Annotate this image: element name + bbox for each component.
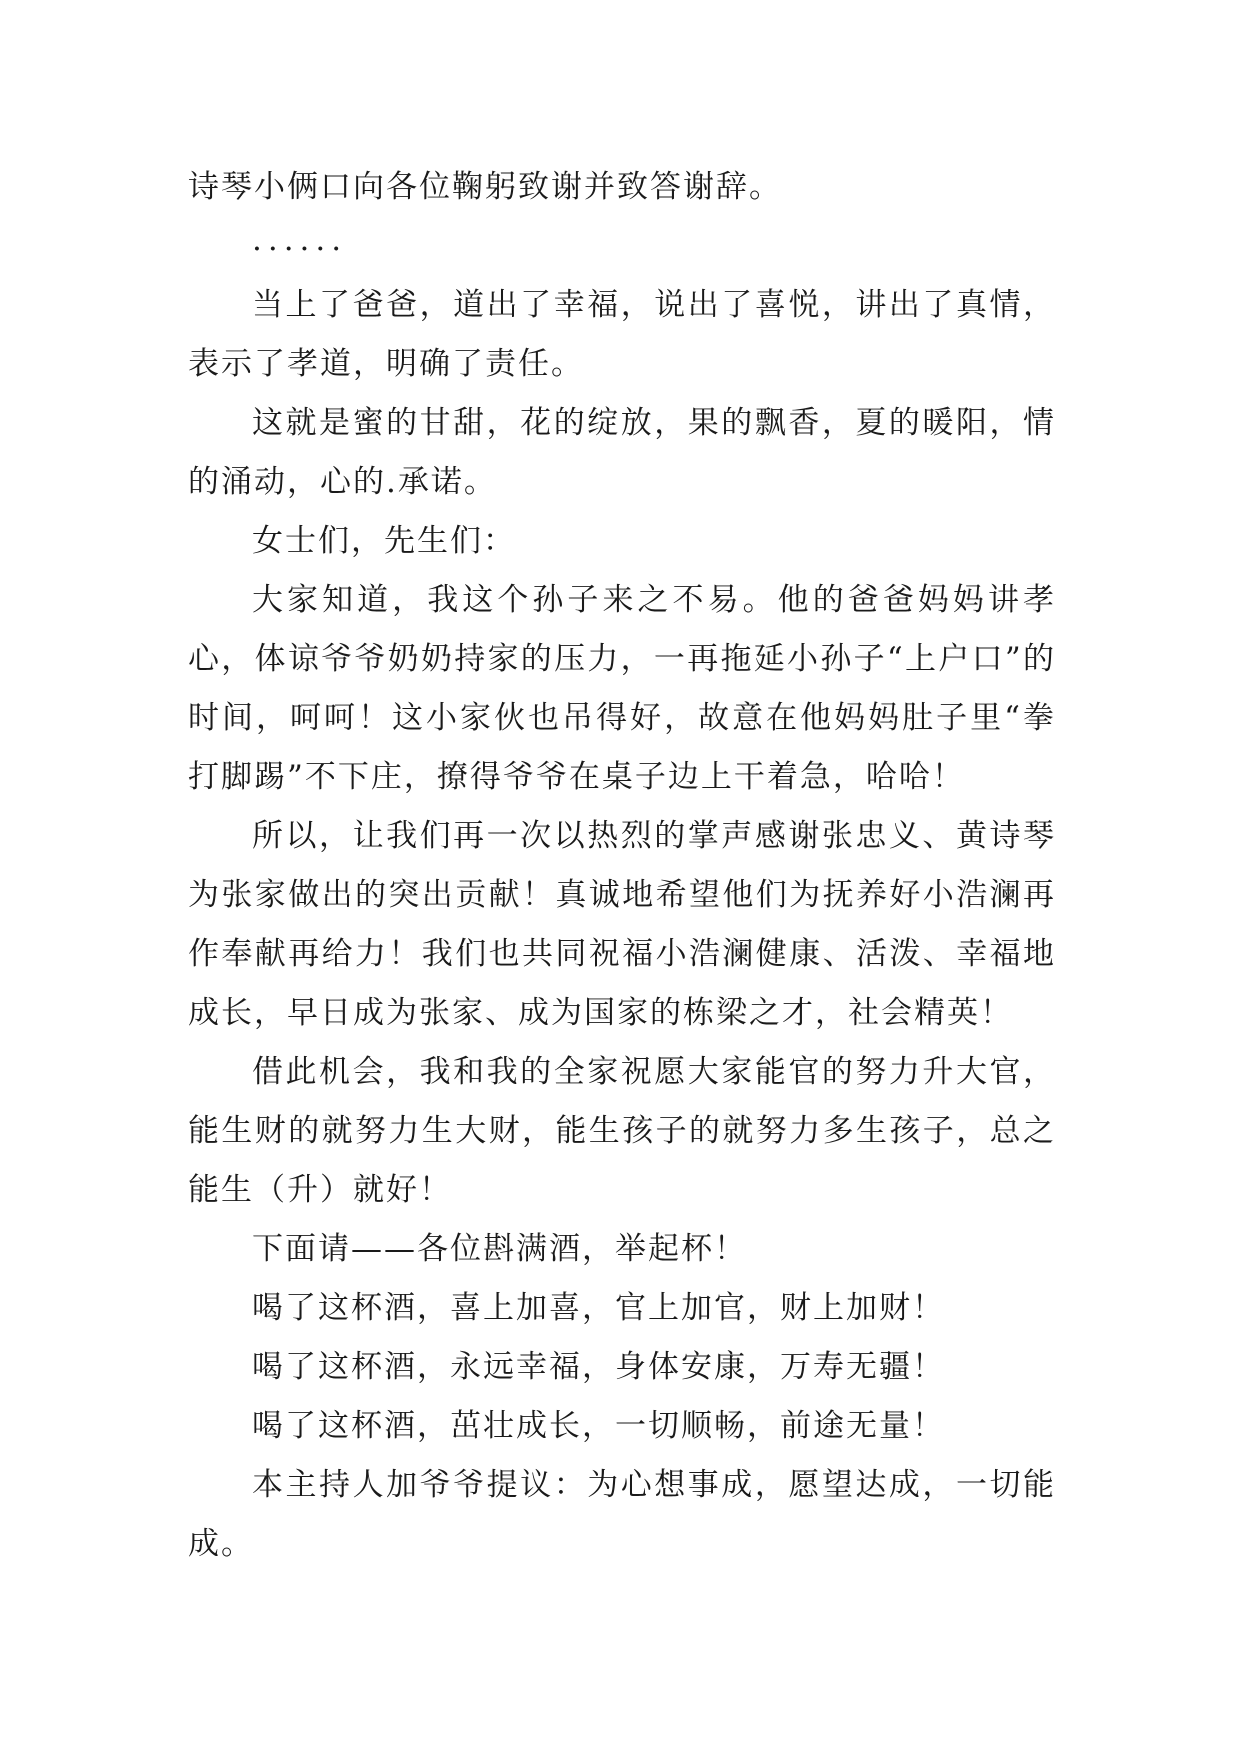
salutation: 女士们，先生们： <box>252 523 516 559</box>
ellipsis-paragraph: ...... <box>252 222 348 258</box>
paragraph: 大家知道，我这个孙子来之不易。他的爸爸妈妈讲孝心，体谅爷爷奶奶持家的压力，一再拖延小孙子“上户口”的时间，呵呵！这小家伙也吊得好，故意在他妈妈肚子里“拳打脚踢”不下庄，撩得爷爷在桌子边上干着急，哈哈！ <box>188 582 1056 795</box>
paragraph: 借此机会，我和我的全家祝愿大家能官的努力升大官，能生财的就努力生大财，能生孩子的就努力多生孩子，总之能生（升）就好！ <box>188 1054 1056 1208</box>
paragraph: 这就是蜜的甘甜，花的绽放，果的飘香，夏的暖阳，情的涌动，心的.承诺。 <box>188 405 1056 500</box>
paragraph: 诗琴小俩口向各位鞠躬致谢并致答谢辞。 <box>188 169 782 205</box>
toast-line: 喝了这杯酒，永远幸福，身体安康，万寿无疆！ <box>252 1349 945 1385</box>
toast-line: 喝了这杯酒，喜上加喜，官上加官，财上加财！ <box>252 1290 945 1326</box>
paragraph: 当上了爸爸，道出了幸福，说出了喜悦，讲出了真情，表示了孝道，明确了责任。 <box>188 287 1056 382</box>
paragraph: 所以，让我们再一次以热烈的掌声感谢张忠义、黄诗琴为张家做出的突出贡献！真诚地希望他们为抚养好小浩澜再作奉献再给力！我们也共同祝福小浩澜健康、活泼、幸福地成长，早日成为张家、成为国家的栋梁之才，社会精英！ <box>188 818 1056 1031</box>
document-body <box>188 158 1056 1574</box>
toast-line: 下面请——各位斟满酒，举起杯！ <box>252 1231 747 1267</box>
toast-line: 喝了这杯酒，茁壮成长，一切顺畅，前途无量！ <box>252 1408 945 1444</box>
paragraph: 本主持人加爷爷提议：为心想事成，愿望达成，一切能成。 <box>188 1467 1056 1562</box>
